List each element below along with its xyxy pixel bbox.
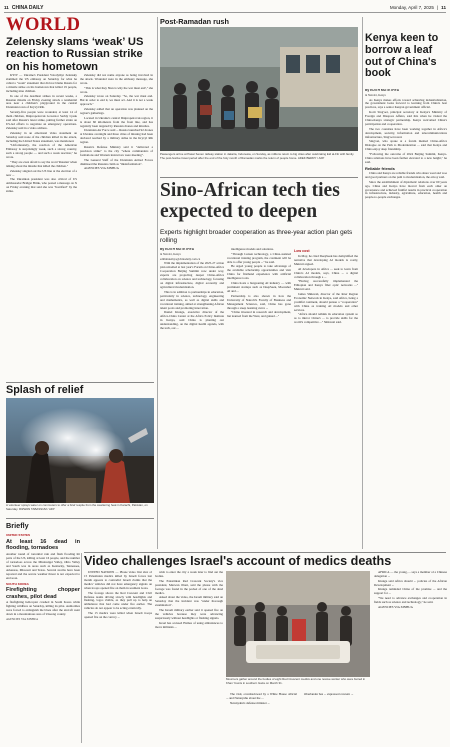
splash-headline: Splash of relief — [6, 384, 84, 396]
briefly-title: Briefly — [6, 521, 29, 530]
sino-email: edithmutethya@chinadaily.com.cn — [160, 256, 201, 261]
kenya-byline: By EDITH MUTETHYA — [365, 89, 399, 92]
paragraph: Kiunga reminded China of the promise ... and the support for ... — [374, 587, 447, 596]
paragraph: Zelensky did not name anyone as being involved in the attack. Wounded were in the embassy message, she wrote. — [80, 74, 153, 85]
video-caption: Mourners gather around the bodies of eight Red Crescent medics and one rescue worker who were buried in Khan Younis in southern Gaza on March 31. — [226, 677, 366, 685]
splash-photo — [6, 398, 154, 503]
kenya-headline: Kenya keen to borrow a leaf out of China's book — [365, 32, 439, 80]
paragraph: The General Staff of the Ukrainian Armed Forces dismissed the Russian claim as "misinformation". — [80, 157, 153, 166]
paragraph: Russia's Defense Ministry said it "delivered a precision strike" to the city "where commanders of formations and Western instructors were meeting". — [80, 144, 153, 157]
paragraph: Zelensky wrote on Saturday. "So, the war must end. But in order to end it, we must act. And it is not a weak approach." — [80, 94, 153, 107]
paragraph: Zelensky added that an operation was planned on the region's gatherings. — [80, 107, 153, 115]
paragraph: AGENCIES VIA XINHUA — [378, 604, 413, 609]
paragraph: AI developers in Africa ... seek to learn from China's AI models, says, China ... a digital collaboration through a ... — [294, 266, 358, 279]
video-column-2 — [155, 571, 223, 743]
paragraph: This is in addition to partnerships in education, particularly in science, technology, engineering and mathematics, as well as digital skills and vocational training, aimed at strengthening African talent pools and promoting innovation. — [160, 289, 224, 310]
paragraph: In one of the deadliest strikes in recent weeks, a Russian missile on Friday evening struck a residential area near a children's playground in the central Ukrainian town of Kryvyi Rih. — [6, 93, 77, 110]
sino-byline-location: in Nairobi, Kenya — [160, 251, 181, 256]
paragraph: China hosts a burgeoning AI industry — with prominent startups such as DeepSeek, Moonshot AI and ... — [227, 281, 291, 293]
ramadan-caption: Passengers arrive at Pasar Senen railway station in Jakarta, Indonesia, on Sunday, as millions return to big cities after celebrating Eid al-Fitr with family. The post-festive travel period after the end of the holy month of Ramadan marks the return of people home. ADEK BERRY / AFP — [160, 152, 355, 160]
paragraph: Israel has accused Hamas of using ambulances to move militants ... — [155, 620, 223, 629]
paragraph: "They are even afraid to say the word 'Russian' when talking about the missile that killed the children." — [6, 160, 77, 168]
video-column-1 — [84, 571, 152, 743]
sino-headline: Sino-African tech ties expected to deepen — [160, 180, 340, 222]
paragraph: Since the establishment of diplomatic relations over 60 years ago, China and Kenya have moved from each other on governance and achieved fruitful results in practical cooperation in infrastructure, industry, agriculture, education, health and people-to-people exchanges. — [365, 179, 447, 200]
masthead-logo: CHINA DAILY — [11, 4, 44, 11]
brief-location-2: SOUTH KOREA — [6, 581, 29, 586]
kenya-column-body-b — [365, 172, 447, 200]
paragraph: He urged young people to take advantage of the available scholarship opportunities and visit China for firsthand experience with artificial intelligence tools. — [227, 264, 291, 281]
paragraph: Sing'oei, who spoke at a forum themed China-Africa Dialogue on the Path to Modernization ... said that Kenya and China enjoy deep friendship. — [365, 139, 447, 152]
paragraph: As Kenya makes efforts toward achieving industrialization, the government looks forward to learning from China's best practices, says a senior Kenyan government official. — [365, 97, 447, 110]
sino-column-1-body — [160, 262, 224, 331]
brief-headline-2: Firefighting chopper crashes, pilot dead — [6, 587, 80, 600]
briefly-column — [6, 532, 80, 742]
brief-body-1: Another round of torrential rain and flash flooding hit parts of the US, killing at least 16 people, and the number of tornadoes across the Mississippi Valley, Ohio Valley and South was in areas such as Kentucky, Tennessee, Arkansas, Missouri and Texas. Several storms have been reported and the severe weather threat is not expected to end soon. — [6, 551, 80, 580]
video-photo — [226, 571, 370, 677]
paragraph: "Unfortunately, the reaction of the American Embassy is surprisingly weak, such a strong country, such a strong people — and such a weak reaction," he wrote. — [6, 143, 77, 160]
paragraph: "Having successfully implemented the Ethiopian and Kenya fiber optic networks ..." Muiruri said. — [294, 279, 358, 292]
ramadan-photo — [160, 27, 358, 151]
zelensky-column-1 — [6, 74, 77, 380]
paragraph: The Israeli military earlier said it opened fire on the vehicles because they were advancing suspiciously without headlights or flashing signals. — [155, 607, 223, 620]
kenya-column-body — [365, 99, 447, 165]
paragraph: "China invested in research and development, but learned from the West, and gained ..." — [227, 310, 291, 319]
video-headline: Video challenges Israel's account of medics deaths — [84, 554, 392, 568]
sino-column-1 — [160, 248, 224, 551]
paragraph: UNITED NATIONS — Phone video first shot of 15 Palestinian medics killed by Israeli forces last month appears to contradict Israeli claims that the medics' vehicles did not have emergency signals on when troops opened fire on them in southern Gaza. — [84, 571, 152, 590]
kenya-column — [365, 89, 447, 551]
brief-location-1: UNITED STATES — [6, 533, 31, 537]
sino-byline: By EDITH MUTETHYA — [160, 248, 194, 251]
paragraph: Partnership is also shown in how the University of Nairobi's Faculty of Business and Management Sciences, said, China has gone through a steep learning curve ... — [227, 293, 291, 310]
paragraph: Asked about the video, the Israeli military said on Saturday that the incident was "under thorough examination". — [155, 595, 223, 608]
newspaper-page — [4, 3, 446, 743]
paragraph: AFRICA — the young, ... says a member of a Chinese delegation ... — [374, 571, 447, 578]
paragraph: The Ukrainian president was also critical of US Ambassador Bridget Brink, who posted a message on X on Friday evening that said she was "horrified" by the strike. — [6, 177, 77, 194]
sino-column-3 — [294, 248, 358, 551]
paragraph: With the implementation of the 2025-27 action plan unveiled at last year's Forum on China-Africa Cooperation Beijing Summit now under way, experts are projecting deeper China-Africa collaboration on science and technology, focusing on digital infrastructure, digital economy and agricultural modernization. — [160, 261, 224, 289]
page-number-right: 11 — [441, 5, 446, 10]
video-column-4 — [300, 693, 370, 743]
paragraph: The visit, overshadowed by a White House official ... and Netanyahu about the ... — [226, 693, 297, 700]
page-header: 11 CHINA DAILY Monday, April 7, 2025 | 11 — [4, 3, 446, 13]
page-number-left: 11 — [4, 5, 9, 10]
paragraph: The two countries have been working together in Africa's development, security, information and telecommunications infrastructure, Sing'oei noted. — [365, 126, 447, 139]
sino-deck: Experts highlight broader cooperation as three-year action plan gets rolling — [160, 229, 353, 244]
sino-subhead: Low cost — [294, 249, 310, 253]
paragraph: intelligence models and solutions. — [231, 248, 274, 251]
issue-date: Monday, April 7, 2025 — [389, 5, 434, 10]
paragraph: Oberlander has ... expressed concern ... — [304, 693, 354, 696]
paragraph: The footage shows the Red Crescent and Civil Defense teams driving slowly with headlights and flashing, logos visible, as they pull up to help an ambulance that had come under fire earlier. The vehicles do not appear to be acting erratically. — [84, 590, 152, 611]
paragraph: Korir Sing'oei, principal secretary at Kenya's Ministry of Foreign and Diaspora Affairs, said this when he visited the China-Kenya strategic partnership. Kenya welcomed China's participation and cooperation. — [365, 110, 447, 127]
paragraph: The 15 medics were killed when Israeli troops opened fire on the convoy ... — [84, 611, 152, 620]
sino-column-2 — [227, 248, 291, 551]
video-column-3 — [226, 693, 297, 743]
paragraph: Daniel Kiunga, executive director of the Africa-China Center at the Africa Policy Institute in Kenya, said China is planting our understanding, on the digital health agenda, with the tech, our ... — [160, 310, 224, 331]
paragraph: wish to enter the city a week later to find out the bodies. — [155, 571, 223, 578]
paragraph: Ukrainian Air Force said ... Russia launched 92 drones at Ukraine overnight and three cities of missing had been declared reached by a military strike in the Kryvyi Rih region. — [80, 128, 153, 145]
paragraph: Seventy-five people were wounded, at least 14 of them children, Dnipropetrovsk Governor Serhiy Lysak said after Russia's latest strike, putting further strain on US-led efforts to negotiate an emergency operations. Zelensky said in a video address. — [6, 110, 77, 130]
zelensky-headline: Zelensky slams ‘weak’ US reaction to Russian strike on his hometown — [6, 36, 144, 73]
splash-caption: A volunteer sprays water on commuters to offer a brief respite from the sweltering heat in Karachi, Pakistan, on Saturday. RIZWAN TABASSUM / AFP — [6, 503, 148, 511]
paragraph: "Africa should rethink its education system so as to mirror China's ... to provide skills for the world's competitive ..." Shikwati said. — [294, 312, 358, 325]
kenya-subhead: Reliable friends — [365, 165, 395, 171]
paragraph: Zelensky singled out the US line at the election of a new ... — [6, 168, 77, 177]
brief-body-2: A firefighting helicopter crashed in South Korea while fighting wildfires on Saturday, killing its pilot. Authorities were forced to extinguish the blaze after the aircraft went down in a mountainous area of Uiseong county. — [6, 600, 80, 617]
paragraph: KYIV — Ukraine's President Volodymyr Zelensky slammed the US embassy on Saturday for what he called a "weak" statement that did not blame Russia for a missile strike on his hometown that killed 19 people, including nine children. — [6, 74, 77, 93]
paragraph: The Palestinian Red Crescent Society's vice president, Marwan Jilani, said the phone with the footage was found in the pocket of one of the dead medics. — [155, 578, 223, 595]
briefly-credit: AGENCIES VIA XINHUA — [6, 617, 39, 621]
paragraph: "We need to advance exchanges and cooperation in fields such as science and technology," he said. — [374, 596, 447, 605]
paragraph: "This is what they 'Run is why the war must end'," she wrote. — [80, 85, 153, 94]
paragraph: James Shikwati, director of the Inter Region Economic Network in Kenya, said Africa, being a youthful continent, should pursue a "cooperation" with China as training AI models and other services. — [294, 291, 358, 312]
sino-column-3-body — [294, 255, 358, 325]
paragraph: Netanyahu's defense minister ... — [230, 700, 270, 705]
paragraph: AGENCIES VIA XINHUA — [84, 166, 119, 171]
video-column-5 — [374, 571, 447, 743]
paragraph: "Following the outcome of 2024 Beijing Summit, Kenya-China relations have been further elevated to a new height," he said. — [365, 152, 447, 164]
paragraph: "Through Lutsen technology, a China-assisted vocational training program, the continent will be able to offer young people ..." he said. — [227, 251, 291, 264]
zelensky-column-2 — [80, 74, 153, 380]
paragraph: In May, he cited DeepSeek has demystified the narrative that developing AI models is costly, Muiruri argued. — [294, 253, 358, 266]
ramadan-headline: Post-Ramadan rush — [160, 17, 229, 26]
paragraph: Located in Ukraine's central Dnipropetrovsk region, it is about 60 kilometers from the front line, and has regularly been targeted by Russian drones and missiles. — [80, 115, 153, 128]
brief-headline-1: At least 16 dead in flooding, tornadoes — [6, 538, 80, 552]
paragraph: Kiunga said Africa should ... policies of the African Development ... — [374, 578, 447, 587]
paragraph: China and Kenya are reliable friends who share weal and woe and good partners on the path to modernization, the envoy said. — [365, 170, 447, 179]
paragraph: Zelensky in an emotional video statement on Saturday said none of the children killed in the attack, including the United States statement, was mentioned. — [6, 130, 77, 143]
section-title: WORLD — [6, 15, 81, 35]
kenya-byline-location: in Nairobi, Kenya — [365, 92, 386, 97]
